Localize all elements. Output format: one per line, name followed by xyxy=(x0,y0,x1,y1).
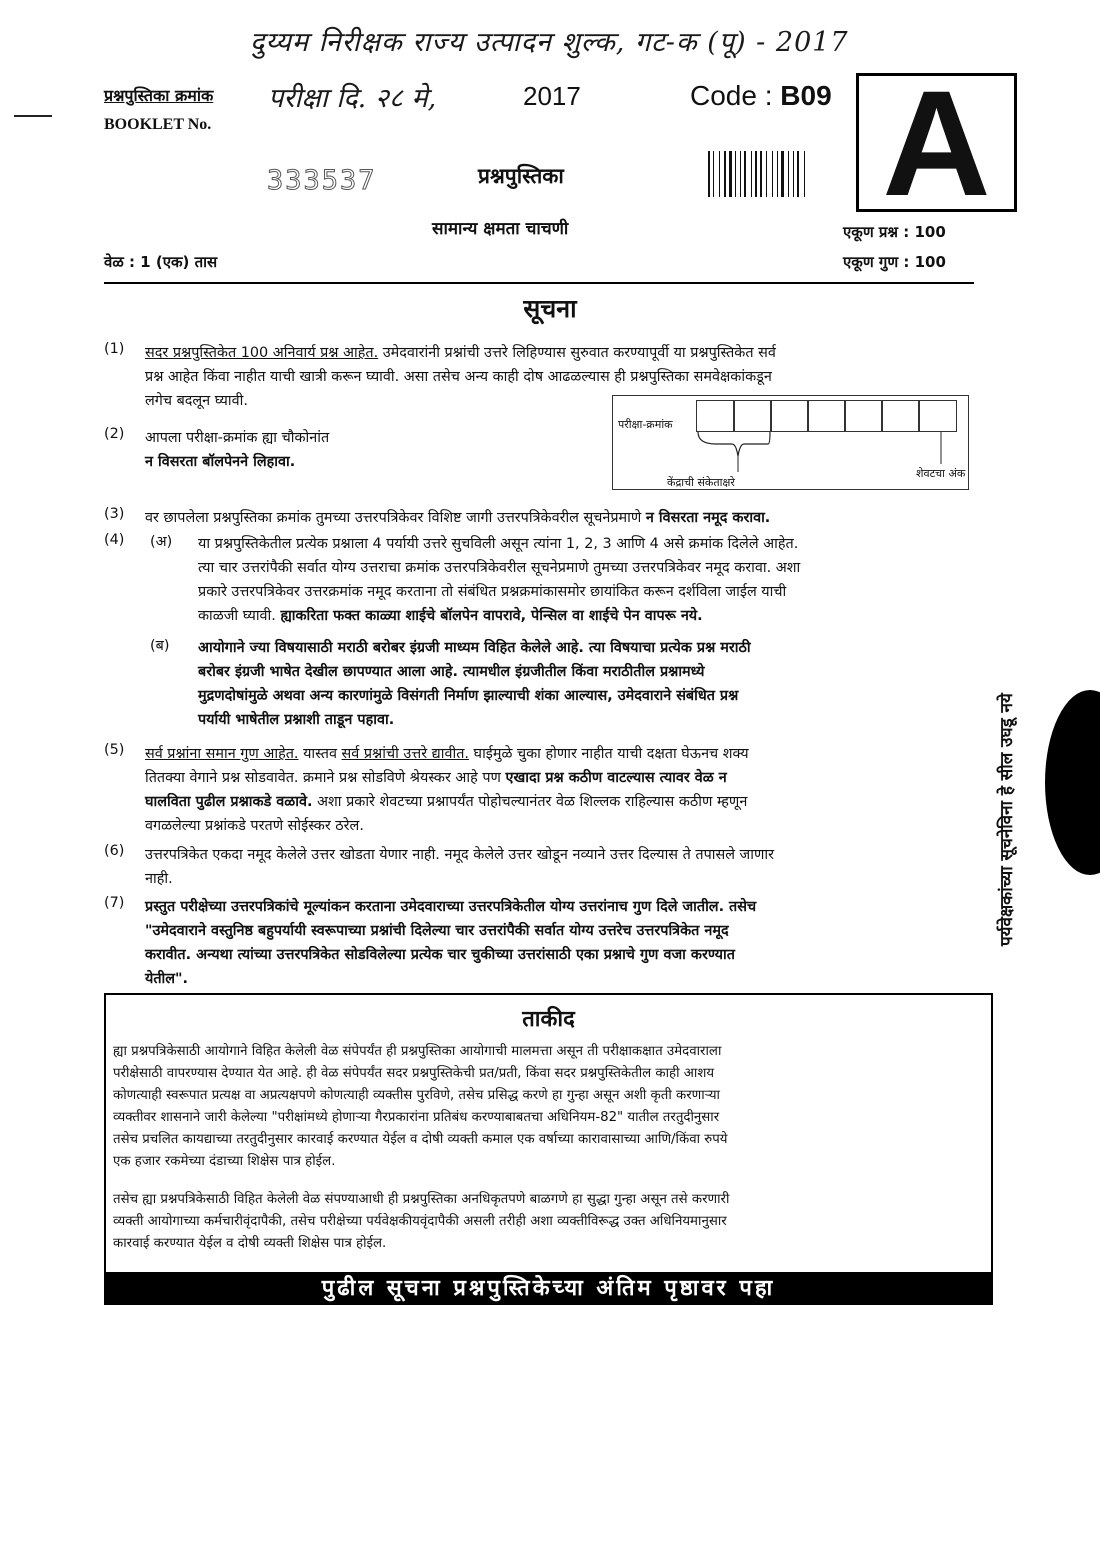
barcode-bar xyxy=(804,151,805,197)
barcode-bar xyxy=(735,151,736,197)
instruction-run: बरोबर इंग्रजी भाषेत देखील छापण्यात आला आहे. त्यामधील इंग्रजीतील किंवा मराठीतील प्रश्नामध्ये xyxy=(198,664,705,680)
booklet-number-label-en: BOOKLET No. xyxy=(104,116,212,133)
total-marks: एकूण गुण : 100 xyxy=(843,253,946,271)
instruction-run: अशा प्रकारे शेवटच्या प्रश्नापर्यंत पोहोचल्यानंतर वेळ शिल्लक राहिल्यास कठीण म्हणून xyxy=(312,794,748,810)
instruction-run: यास्तव xyxy=(298,746,342,762)
instruction-run: वर छापलेला प्रश्नपुस्तिका क्रमांक तुमच्या उत्तरपत्रिकेवर विशिष्ट जागी उत्तरपत्रिकेवरील सूचनेप्रमाणे xyxy=(145,510,646,526)
instruction-run: न विसरता बॉलपेनने लिहावा. xyxy=(145,454,296,470)
instruction-text xyxy=(198,532,980,628)
booklet-code xyxy=(690,80,832,112)
instruction-line xyxy=(145,919,980,943)
instruction-run: त्या चार उत्तरांपैकी सर्वात योग्य उत्तराचा क्रमांक उत्तरपत्रिकेवरील सूचनेप्रमाणे तुमच्या उत्तरपत्रिकेवर नमूद करावा. अशा xyxy=(198,560,801,576)
seat-number-label: परीक्षा-क्रमांक xyxy=(618,418,673,431)
instruction-number: (2) xyxy=(104,426,125,442)
instruction-run: लगेच बदलून घ्यावी. xyxy=(145,393,248,409)
seat-digit-cell xyxy=(844,400,883,432)
instruction-line xyxy=(198,556,980,580)
seat-digit-cell xyxy=(881,400,920,432)
divider xyxy=(104,282,974,284)
instruction-line xyxy=(198,660,980,684)
exam-year: 2017 xyxy=(523,81,581,111)
warning-line: व्यक्तीवर शासनाने जारी केलेल्या "परीक्षांमध्ये होणाऱ्या गैरप्रकारांना प्रतिबंध करण्याबाबतचा अधिनियम-82" यातील तरतुदीनुसार xyxy=(113,1110,720,1125)
instruction-subpoint: (अ) xyxy=(150,534,173,550)
warning-line: कोणत्याही स्वरूपात प्रत्यक्ष वा अप्रत्यक्षपणे कोणत्याही व्यक्तीस पुरविणे, तसेच प्रसिद्ध करणे हा गुन्हा असून अशी कृती करणाऱ्या xyxy=(113,1088,720,1103)
instruction-run: प्रश्न आहेत किंवा नाहीत याची खात्री करून घ्यावी. असा तसेच अन्य काही दोष आढळल्यास ही प्रश्नपुस्तिका समवेक्षकांकडून xyxy=(145,369,772,385)
code-value: B09 xyxy=(780,80,832,111)
barcode-bar xyxy=(729,151,732,197)
instruction-run: काळजी घ्यावी. xyxy=(198,608,281,624)
instruction-text xyxy=(145,742,980,838)
instruction-run: नाही. xyxy=(145,871,173,887)
handwritten-exam-date: परीक्षा दि. २८ मे, xyxy=(268,83,437,114)
warning-line: तसेच प्रचलित कायद्याच्या तरतुदीनुसार कारवाई करण्यात येईल व दोषी व्यक्ती कमाल एक वर्षाच्या कारावासाच्या आणि/किंवा रुपये xyxy=(113,1132,728,1147)
instruction-line xyxy=(198,580,980,604)
instruction-line xyxy=(145,895,980,919)
seat-digit-cell xyxy=(807,400,846,432)
warning-line: तसेच ह्या प्रश्नपत्रिकेसाठी विहित केलेली वेळ संपण्याआधी ही प्रश्नपुस्तिका अनधिकृतपणे बाळगणे हा सुद्धा गुन्हा असून तसे करणारी xyxy=(113,1192,730,1207)
barcode-bar xyxy=(708,151,710,197)
seat-digit-cell xyxy=(770,400,809,432)
page-title: प्रश्नपुस्तिका xyxy=(478,164,564,188)
warning-line: एक हजार रकमेच्या दंडाच्या शिक्षेस पात्र होईल. xyxy=(113,1154,336,1169)
instruction-run: एखादा प्रश्न कठीण वाटल्यास त्यावर वेळ न xyxy=(505,770,727,786)
instruction-line xyxy=(145,365,980,389)
instruction-line xyxy=(145,867,980,891)
barcode-bar xyxy=(713,151,714,197)
instruction-line xyxy=(198,708,980,732)
warning-line: ह्या प्रश्नपत्रिकेसाठी आयोगाने विहित केलेली वेळ संपेपर्यंत ही प्रश्नपुस्तिका आयोगाची मालमत्ता असून ती परीक्षाकक्षात उमेदवाराला xyxy=(113,1044,722,1059)
warning-line: परीक्षेसाठी वापरण्यास देण्यात येत आहे. ही वेळ संपेपर्यंत सदर प्रश्नपुस्तिकेची प्रत/प्रती, किंवा सदर प्रश्नपुस्तिकेतील काही आशय xyxy=(113,1066,715,1081)
instruction-run: आयोगाने ज्या विषयासाठी मराठी बरोबर इंग्रजी माध्यम विहित केलेले आहे. त्या विषयाचा प्रत्येक प्रश्न मराठी xyxy=(198,640,751,656)
instruction-run: उमेदवारांनी प्रश्नांची उत्तरे लिहिण्यास सुरुवात करण्यापूर्वी या प्रश्नपुस्तिकेत सर्व xyxy=(378,345,776,361)
instruction-run: ह्याकरिता फक्त काळ्या शाईचे बॉलपेन वापरावे, पेन्सिल वा शाईचे पेन वापरू नये. xyxy=(280,608,703,624)
booklet-number-label-mr: प्रश्नपुस्तिका क्रमांक xyxy=(104,86,214,105)
instruction-run: सदर प्रश्नपुस्तिकेत 100 अनिवार्य प्रश्न आहेत. xyxy=(145,345,379,361)
instruction-line xyxy=(145,814,980,838)
instruction-line xyxy=(145,943,980,967)
handwritten-exam-title: दुय्यम निरीक्षक राज्य उत्पादन शुल्क, गट-क (पू) - 2017 xyxy=(250,27,849,58)
instructions-heading: सूचना xyxy=(523,294,577,323)
black-seal-mark xyxy=(1045,690,1100,875)
barcode-bar xyxy=(724,151,726,197)
instruction-number: (3) xyxy=(104,506,125,522)
warning-paragraph-2 xyxy=(113,1189,983,1255)
warning-line: कारवाई करण्यात येईल व दोषी व्यक्ती शिक्षेस पात्र होईल. xyxy=(113,1236,387,1251)
total-questions: एकूण प्रश्न : 100 xyxy=(843,223,946,241)
instruction-run: उत्तरपत्रिकेत एकदा नमूद केलेले उत्तर खोडता येणार नाही. नमूद केलेले उत्तर खोडून नव्याने उत्तर दिल्यास ते तपासले जाणार xyxy=(145,847,774,863)
instruction-run: या प्रश्नपुस्तिकेतील प्रत्येक प्रश्नाला 4 पर्यायी उत्तरे सुचविली असून त्यांना 1, 2, 3 आणि 4 असे क्रमांक दिलेले आहेत. xyxy=(198,536,799,552)
barcode-bar xyxy=(797,151,799,197)
instruction-run: तितक्या वेगाने प्रश्न सोडवावेत. क्रमाने प्रश्न सोडविणे श्रेयस्कर आहे पण xyxy=(145,770,506,786)
subject-title: सामान्य क्षमता चाचणी xyxy=(432,219,569,239)
instruction-number: (6) xyxy=(104,843,125,859)
instruction-line xyxy=(145,843,980,867)
instruction-number: (5) xyxy=(104,742,125,758)
seal-warning-vertical: पर्यवेक्षकांच्या सूचनेविना हे सील उघडू नये xyxy=(997,693,1017,946)
instruction-number: (4) xyxy=(104,532,125,548)
warning-paragraph-1 xyxy=(113,1041,983,1173)
instruction-run: घालविता पुढील प्रश्नाकडे वळावे. xyxy=(145,794,313,810)
instruction-line xyxy=(145,742,980,766)
barcode-bar xyxy=(766,151,767,197)
instruction-number: (1) xyxy=(104,341,125,357)
duration: वेळ : 1 (एक) तास xyxy=(104,253,218,271)
instruction-run: मुद्रणदोषांमुळे अथवा अन्य कारणांमुळे विसंगती निर्माण झाल्याची शंका आल्यास, उमेदवाराने संबंधित प्रश्न xyxy=(198,688,739,704)
barcode-bar xyxy=(760,151,762,197)
margin-mark xyxy=(14,115,52,117)
barcode-bar xyxy=(781,151,784,197)
instruction-text xyxy=(145,506,980,530)
instruction-subpoint: (ब) xyxy=(150,638,170,654)
warning-heading: ताकीद xyxy=(522,1007,575,1032)
instruction-run: सर्व प्रश्नांची उत्तरे द्यावीत. xyxy=(341,746,469,762)
instruction-text xyxy=(198,636,980,732)
instruction-run: न विसरता नमूद करावा. xyxy=(645,510,771,526)
seat-digit-cell xyxy=(918,400,957,432)
barcode-bar xyxy=(744,151,746,197)
barcode-bar xyxy=(788,151,789,197)
instruction-run: येतील". xyxy=(145,971,188,987)
barcode xyxy=(707,149,841,199)
barcode-bar xyxy=(751,151,752,197)
instruction-line xyxy=(198,684,980,708)
barcode-bar xyxy=(719,151,720,197)
instruction-line xyxy=(145,790,980,814)
instruction-number: (7) xyxy=(104,895,125,911)
instruction-run: "उमेदवाराने वस्तुनिष्ठ बहुपर्यायी स्वरूपाच्या प्रश्नांची दिलेल्या चार उत्तरांपैकी सर्वात योग्य उत्तरेच उत्तरपत्रिकेत नमूद xyxy=(145,923,729,939)
seat-digit-cell xyxy=(696,400,735,432)
barcode-bar xyxy=(777,151,778,197)
code-label: Code : xyxy=(690,80,781,111)
instruction-run: प्रस्तुत परीक्षेच्या उत्तरपत्रिकांचे मूल्यांकन करताना उमेदवाराच्या उत्तरपत्रिकेतील योग्य उत्तरांनाच गुण दिले जातील. तसेच xyxy=(145,899,757,915)
series-letter: A xyxy=(882,58,991,227)
instruction-line xyxy=(198,604,980,628)
series-box xyxy=(856,58,1017,227)
barcode-bar xyxy=(755,151,757,197)
instruction-line xyxy=(145,450,595,474)
center-code-label: केंद्राची संकेताक्षरे xyxy=(667,476,735,489)
instruction-line xyxy=(145,426,595,450)
footer-banner: पुढील सूचना प्रश्नपुस्तिकेच्या अंतिम पृष्ठावर पहा xyxy=(104,1273,993,1305)
booklet-serial-number: 333537 xyxy=(267,165,377,196)
barcode-bar xyxy=(772,151,773,197)
instruction-line xyxy=(145,766,980,790)
last-digit-label: शेवटचा अंक xyxy=(916,467,966,480)
instruction-text xyxy=(145,843,980,891)
instruction-run: पर्यायी भाषेतील प्रश्नाशी ताडून पहावा. xyxy=(198,712,395,728)
instruction-line xyxy=(145,506,980,530)
instruction-line xyxy=(145,341,980,365)
instruction-text xyxy=(145,895,980,991)
instruction-run: वगळलेल्या प्रश्नांकडे परतणे सोईस्कर ठरेल. xyxy=(145,818,364,834)
instruction-run: करावीत. अन्यथा त्यांच्या उत्तरपत्रिकेत सोडविलेल्या प्रत्येक चार चुकीच्या उत्तरांसाठी एका प्रश्नाचे गुण वजा करण्यात xyxy=(145,947,735,963)
warning-line: व्यक्ती आयोगाच्या कर्मचारीवृंदापैकी, तसेच परीक्षेच्या पर्यवेक्षकीयवृंदापैकी असली तरीही अशा व्यक्तीविरूद्ध उक्त अधिनियमानुसार xyxy=(113,1214,727,1229)
seat-digit-cell xyxy=(733,400,772,432)
instruction-run: प्रकारे उत्तरपत्रिकेवर उत्तरक्रमांक नमूद करताना तो संबंधित प्रश्नक्रमांकासमोर छायांकित करून दर्शविला जाईल याची xyxy=(198,584,787,600)
instruction-run: सर्व प्रश्नांना समान गुण आहेत. xyxy=(145,746,299,762)
barcode-bar xyxy=(793,151,794,197)
instruction-line xyxy=(145,967,980,991)
instruction-line xyxy=(198,636,980,660)
barcode-bar xyxy=(740,151,741,197)
instruction-run: घाईमुळे चुका होणार नाहीत याची दक्षता घेऊनच शक्य xyxy=(468,746,749,762)
instruction-line xyxy=(198,532,980,556)
instruction-run: आपला परीक्षा-क्रमांक ह्या चौकोनांत xyxy=(145,430,330,446)
instruction-text xyxy=(145,426,595,474)
